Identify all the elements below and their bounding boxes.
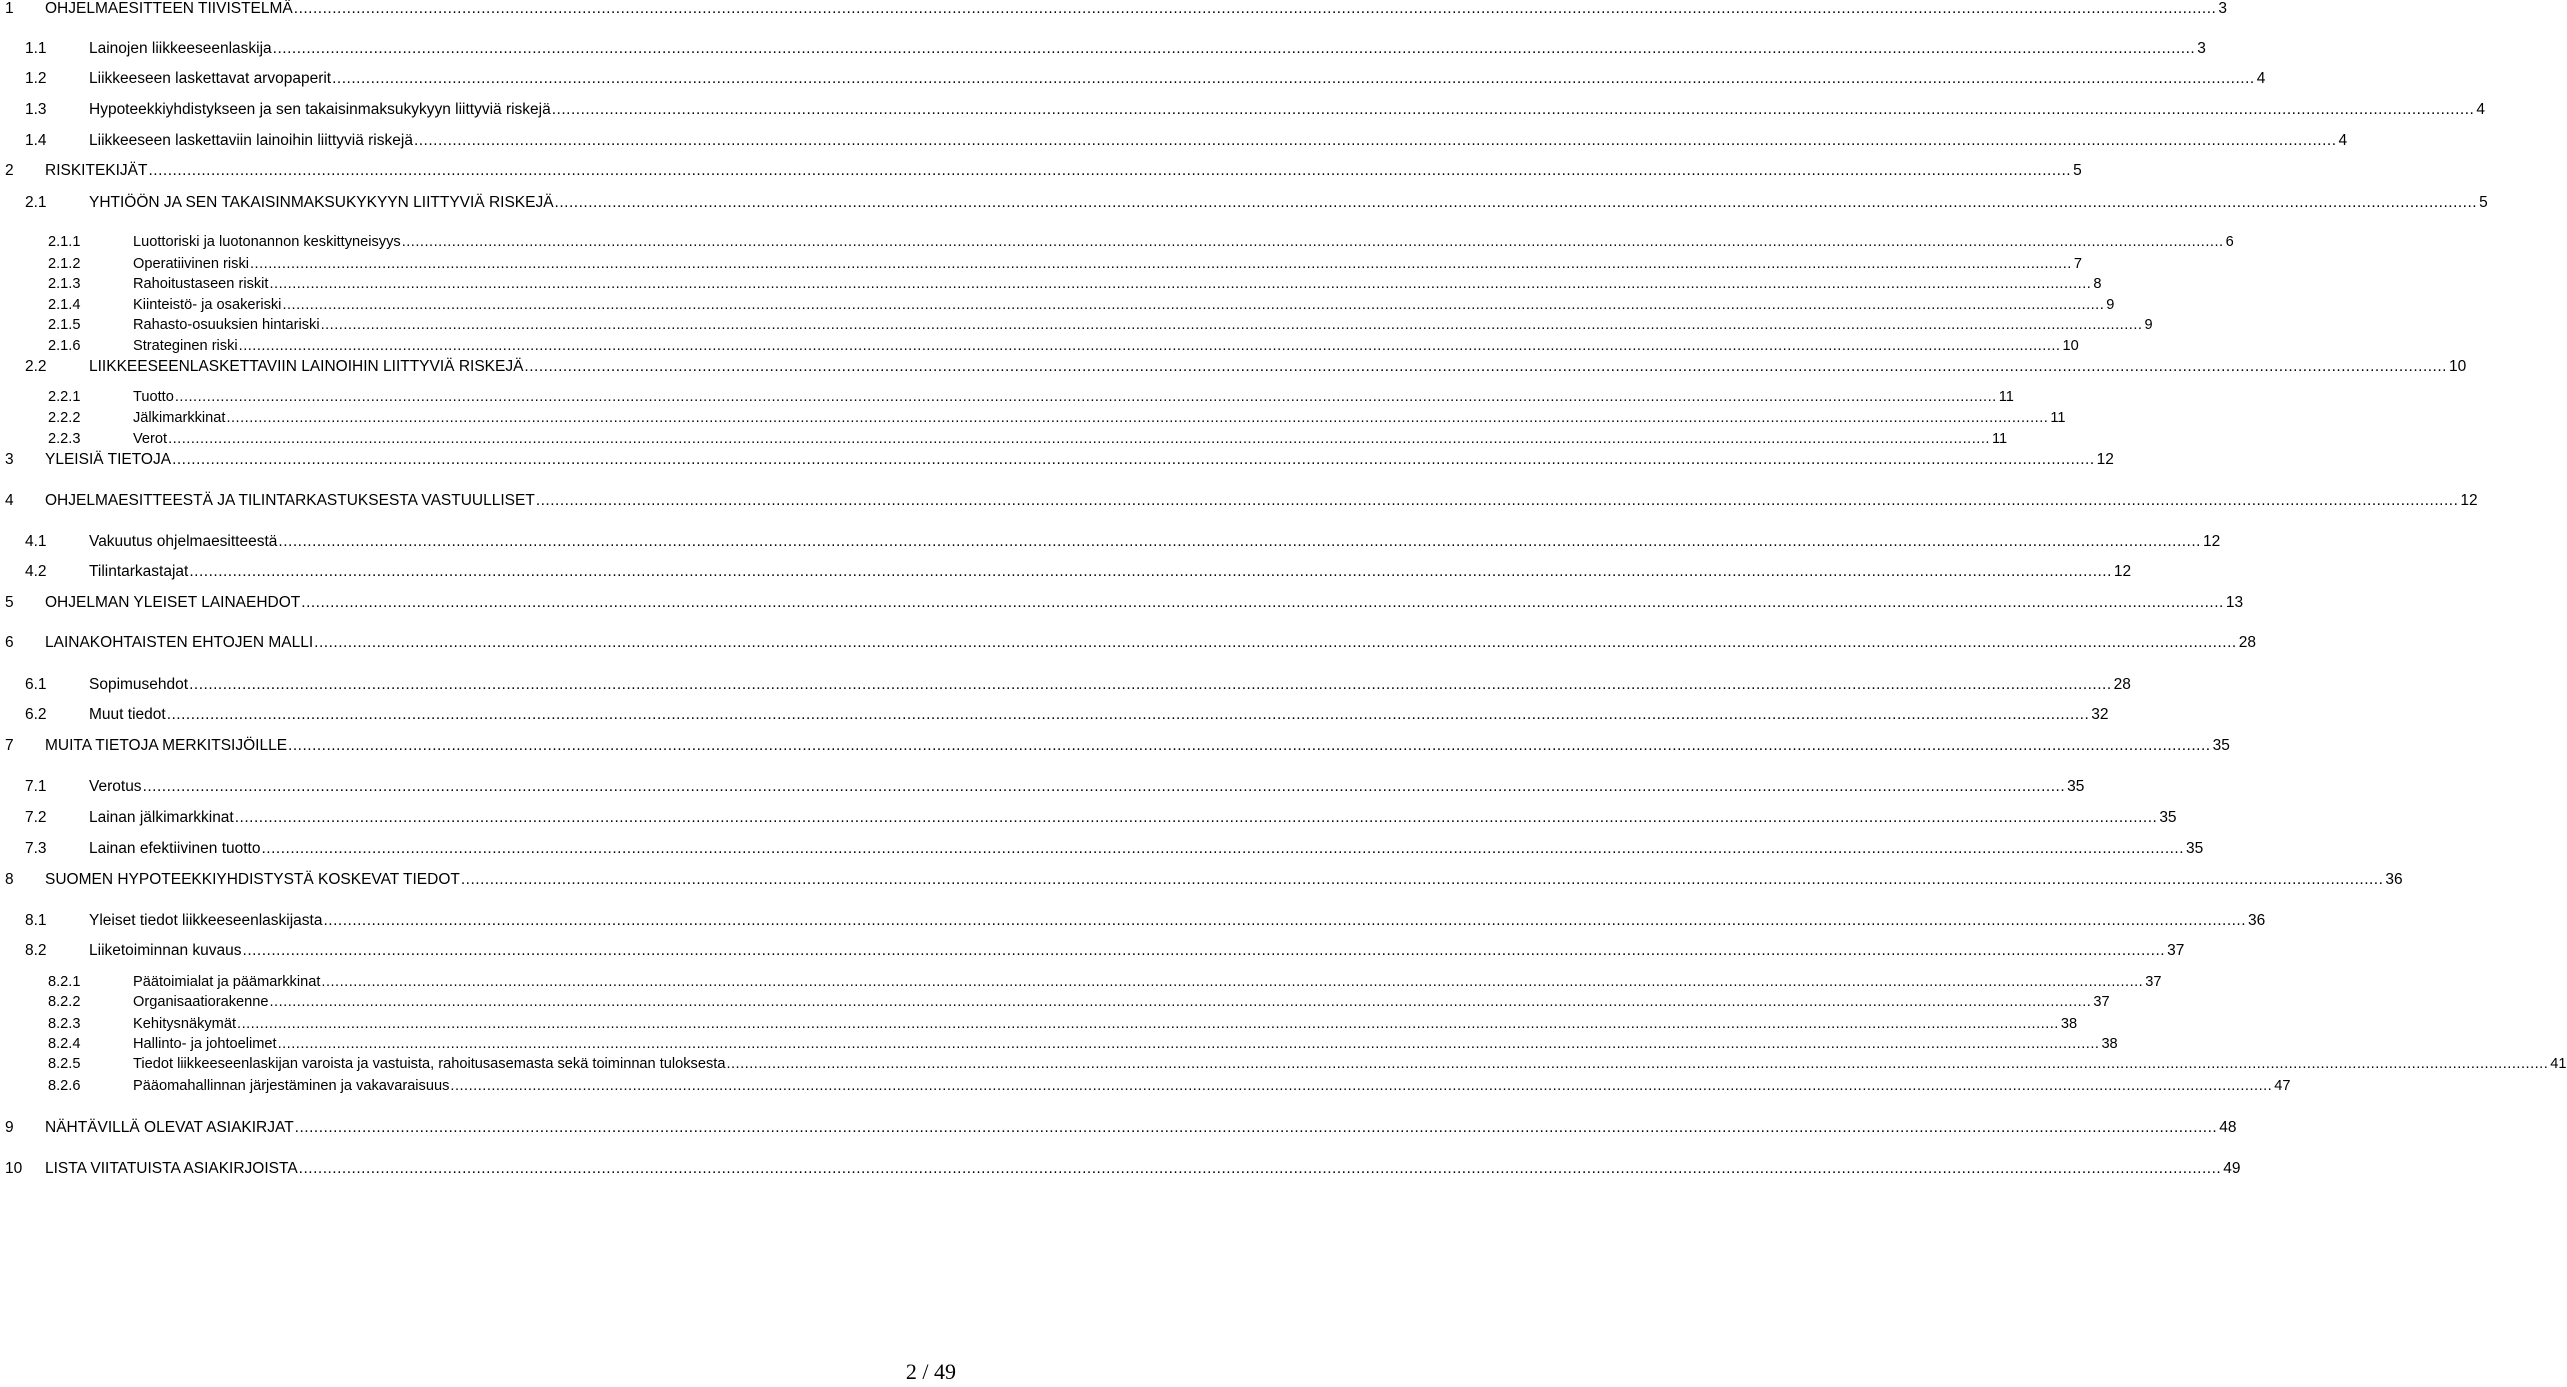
toc-entry[interactable] bbox=[0, 356, 2467, 378]
toc-entry-title: Hypoteekkiyhdistykseen ja sen takaisinmaksukykyyn liittyviä riskejä bbox=[89, 101, 551, 118]
toc-entry[interactable] bbox=[0, 991, 2110, 1013]
toc-dot-leader: ................................................................................................................................................................................................................................................................................................................................................................................................................ bbox=[148, 162, 2072, 179]
toc-entry-page: 32 bbox=[2091, 706, 2109, 723]
toc-entry[interactable] bbox=[0, 253, 2082, 275]
toc-entry-page: 28 bbox=[2238, 634, 2256, 651]
toc-entry-number: 2.1.3 bbox=[48, 276, 81, 292]
toc-entry[interactable] bbox=[0, 1033, 2118, 1055]
toc-entry-page: 5 bbox=[2073, 162, 2082, 179]
toc-dot-leader: ................................................................................................................................................................................................................................................................................................................................................................................................................ bbox=[551, 101, 2475, 118]
toc-entry-title: MUITA TIETOJA MERKITSIJÖILLE bbox=[45, 737, 288, 754]
toc-entry-page: 12 bbox=[2096, 451, 2114, 468]
toc-entry-number: 8.2.2 bbox=[48, 994, 81, 1010]
toc-entry-page: 5 bbox=[2479, 194, 2488, 211]
toc-entry-number: 8.2 bbox=[25, 942, 47, 959]
toc-entry-title: Liiketoiminnan kuvaus bbox=[89, 942, 242, 959]
toc-entry[interactable] bbox=[0, 704, 2109, 726]
toc-entry-title: Tiedot liikkeeseenlaskijan varoista ja vastuista, rahoitusasemasta sekä toiminnan tuloksesta bbox=[133, 1056, 726, 1072]
toc-entry[interactable] bbox=[0, 0, 2227, 20]
toc-entry-title: NÄHTÄVILLÄ OLEVAT ASIAKIRJAT bbox=[45, 1119, 294, 1136]
toc-entry[interactable] bbox=[0, 192, 2488, 214]
toc-dot-leader: ................................................................................................................................................................................................................................................................................................................................................................................................................ bbox=[332, 70, 2255, 87]
page-number: 2 / 49 bbox=[905, 1359, 956, 1384]
toc-entry-page: 6 bbox=[2225, 234, 2234, 250]
toc-entry-title: Verotus bbox=[89, 778, 142, 795]
toc-entry-title: Organisaatiorakenne bbox=[133, 994, 269, 1010]
toc-entry-title: LAINAKOHTAISTEN EHTOJEN MALLI bbox=[45, 634, 314, 651]
toc-dot-leader: ................................................................................................................................................................................................................................................................................................................................................................................................................ bbox=[261, 840, 2185, 857]
toc-entry[interactable] bbox=[0, 531, 2221, 553]
toc-entry[interactable] bbox=[0, 449, 2114, 471]
toc-entry[interactable] bbox=[0, 294, 2115, 316]
toc-entry-number: 2.2.2 bbox=[48, 410, 81, 426]
toc-dot-leader: ................................................................................................................................................................................................................................................................................................................................................................................................................ bbox=[293, 0, 2217, 17]
toc-entry-page: 37 bbox=[2145, 974, 2162, 990]
toc-entry-number: 2.1 bbox=[25, 194, 47, 211]
toc-entry[interactable] bbox=[0, 386, 2014, 408]
toc-dot-leader: ................................................................................................................................................................................................................................................................................................................................................................................................................ bbox=[269, 276, 2092, 292]
toc-entry-title: Verot bbox=[133, 431, 168, 447]
toc-entry-title: RISKITEKIJÄT bbox=[45, 162, 148, 179]
toc-entry-title: Päätoimialat ja päämarkkinat bbox=[133, 974, 321, 990]
toc-entry-number: 2.1.5 bbox=[48, 317, 81, 333]
toc-dot-leader: ................................................................................................................................................................................................................................................................................................................................................................................................................ bbox=[413, 132, 2337, 149]
toc-entry-page: 28 bbox=[2113, 676, 2131, 693]
toc-dot-leader: ................................................................................................................................................................................................................................................................................................................................................................................................................ bbox=[524, 358, 2447, 375]
toc-entry-title: Muut tiedot bbox=[89, 706, 166, 723]
toc-entry[interactable] bbox=[0, 490, 2478, 512]
toc-dot-leader: ................................................................................................................................................................................................................................................................................................................................................................................................................ bbox=[282, 297, 2105, 313]
toc-dot-leader: ................................................................................................................................................................................................................................................................................................................................................................................................................ bbox=[320, 317, 2143, 333]
toc-entry-title: OHJELMAESITTEEN TIIVISTELMÄ bbox=[45, 0, 293, 17]
toc-entry-page: 38 bbox=[2101, 1036, 2118, 1052]
toc-entry-title: Lainan efektiivinen tuotto bbox=[89, 840, 261, 857]
toc-dot-leader: ................................................................................................................................................................................................................................................................................................................................................................................................................ bbox=[272, 40, 2196, 57]
toc-entry[interactable] bbox=[0, 971, 2162, 993]
toc-dot-leader: ................................................................................................................................................................................................................................................................................................................................................................................................................ bbox=[298, 1160, 2222, 1177]
toc-entry[interactable] bbox=[0, 335, 2079, 357]
toc-entry-page: 37 bbox=[2167, 942, 2185, 959]
toc-entry[interactable] bbox=[0, 428, 2008, 450]
toc-entry-number: 6 bbox=[5, 634, 14, 651]
toc-entry[interactable] bbox=[0, 940, 2185, 962]
toc-dot-leader: ................................................................................................................................................................................................................................................................................................................................................................................................................ bbox=[237, 1016, 2059, 1032]
toc-entry-page: 37 bbox=[2093, 994, 2110, 1010]
toc-entry-title: Strateginen riski bbox=[133, 338, 238, 354]
toc-entry-title: Lainojen liikkeeseenlaskija bbox=[89, 40, 272, 57]
toc-dot-leader: ................................................................................................................................................................................................................................................................................................................................................................................................................ bbox=[401, 234, 2224, 250]
toc-entry-title: Tilintarkastajat bbox=[89, 563, 189, 580]
toc-entry-title: Vakuutus ohjelmaesitteestä bbox=[89, 533, 278, 550]
toc-entry-page: 47 bbox=[2274, 1078, 2291, 1094]
toc-entry[interactable] bbox=[0, 130, 2348, 152]
toc-entry-page: 13 bbox=[2225, 594, 2244, 611]
toc-entry-number: 7.2 bbox=[25, 809, 47, 826]
toc-entry-page: 35 bbox=[2159, 809, 2177, 826]
toc-dot-leader: ................................................................................................................................................................................................................................................................................................................................................................................................................ bbox=[234, 809, 2158, 826]
toc-dot-leader: ................................................................................................................................................................................................................................................................................................................................................................................................................ bbox=[189, 563, 2112, 580]
toc-dot-leader: ................................................................................................................................................................................................................................................................................................................................................................................................................ bbox=[174, 389, 1997, 405]
toc-entry[interactable] bbox=[0, 1158, 2241, 1180]
toc-entry[interactable] bbox=[0, 674, 2131, 696]
toc-entry-title: Kiinteistö- ja osakeriski bbox=[133, 297, 282, 313]
toc-entry-number: 1.1 bbox=[25, 40, 47, 57]
toc-entry-page: 38 bbox=[2060, 1016, 2078, 1032]
toc-entry-number: 1.2 bbox=[25, 70, 47, 87]
toc-entry-title: Sopimusehdot bbox=[89, 676, 189, 693]
toc-entry-number: 4 bbox=[5, 492, 14, 509]
toc-entry-number: 2.1.6 bbox=[48, 338, 81, 354]
toc-dot-leader: ................................................................................................................................................................................................................................................................................................................................................................................................................ bbox=[554, 194, 2478, 211]
toc-entry-page: 36 bbox=[2385, 871, 2403, 888]
toc-entry-number: 2.2 bbox=[25, 358, 47, 375]
toc-entry-page: 48 bbox=[2219, 1119, 2237, 1136]
toc-dot-leader: ................................................................................................................................................................................................................................................................................................................................................................................................................ bbox=[450, 1078, 2273, 1094]
toc-entry-number: 7 bbox=[5, 737, 14, 754]
toc-entry-title: OHJELMAN YLEISET LAINAEHDOT bbox=[45, 594, 301, 611]
toc-entry-number: 9 bbox=[5, 1119, 14, 1136]
toc-entry-number: 8.2.5 bbox=[48, 1056, 81, 1072]
toc-entry-page: 12 bbox=[2113, 563, 2132, 580]
toc-entry-number: 1.4 bbox=[25, 132, 47, 149]
toc-entry-number: 1 bbox=[5, 0, 14, 17]
toc-entry[interactable] bbox=[0, 231, 2234, 253]
toc-entry-page: 35 bbox=[2067, 778, 2085, 795]
toc-dot-leader: ................................................................................................................................................................................................................................................................................................................................................................................................................ bbox=[189, 676, 2112, 693]
toc-dot-leader: ................................................................................................................................................................................................................................................................................................................................................................................................................ bbox=[460, 871, 2384, 888]
toc-entry-page: 4 bbox=[2476, 101, 2485, 118]
toc-entry-number: 7.1 bbox=[25, 778, 47, 795]
toc-dot-leader: ................................................................................................................................................................................................................................................................................................................................................................................................................ bbox=[142, 778, 2066, 795]
toc-entry-number: 4.2 bbox=[25, 563, 47, 580]
toc-entry-page: 7 bbox=[2073, 256, 2082, 272]
toc-entry-title: Rahasto-osuuksien hintariski bbox=[133, 317, 320, 333]
toc-dot-leader: ................................................................................................................................................................................................................................................................................................................................................................................................................ bbox=[726, 1056, 2549, 1072]
toc-entry-title: Operatiivinen riski bbox=[133, 256, 249, 272]
toc-dot-leader: ................................................................................................................................................................................................................................................................................................................................................................................................................ bbox=[323, 912, 2247, 929]
toc-entry-title: Rahoitustaseen riskit bbox=[133, 276, 269, 292]
toc-entry[interactable] bbox=[0, 592, 2244, 614]
toc-entry-number: 2.1.1 bbox=[48, 234, 81, 250]
toc-dot-leader: ................................................................................................................................................................................................................................................................................................................................................................................................................ bbox=[269, 994, 2092, 1010]
toc-entry-number: 8.1 bbox=[25, 912, 47, 929]
toc-entry-number: 8.2.6 bbox=[48, 1078, 81, 1094]
toc-entry-title: OHJELMAESITTEESTÄ JA TILINTARKASTUKSESTA VASTUULLISET bbox=[45, 492, 535, 509]
toc-entry[interactable] bbox=[0, 1053, 2567, 1075]
toc-entry-page: 4 bbox=[2338, 132, 2348, 149]
toc-entry-title: Kehitysnäkymät bbox=[133, 1016, 237, 1032]
toc-entry-title: SUOMEN HYPOTEEKKIYHDISTYSTÄ KOSKEVAT TIEDOT bbox=[45, 871, 460, 888]
toc-entry-number: 6.1 bbox=[25, 676, 47, 693]
toc-entry-number: 4.1 bbox=[25, 533, 47, 550]
toc-dot-leader: ................................................................................................................................................................................................................................................................................................................................................................................................................ bbox=[242, 942, 2166, 959]
toc-entry[interactable] bbox=[0, 869, 2403, 891]
toc-entry-number: 2 bbox=[5, 162, 14, 179]
toc-entry[interactable] bbox=[0, 776, 2085, 798]
toc-dot-leader: ................................................................................................................................................................................................................................................................................................................................................................................................................ bbox=[288, 737, 2211, 754]
toc-entry-number: 8 bbox=[5, 871, 14, 888]
toc-entry[interactable] bbox=[0, 273, 2102, 295]
toc-entry-page: 11 bbox=[2050, 410, 2066, 426]
toc-entry-title: Yleiset tiedot liikkeeseenlaskijasta bbox=[89, 912, 323, 929]
toc-entry-title: Tuotto bbox=[133, 389, 174, 405]
toc-entry-page: 8 bbox=[2093, 276, 2102, 292]
toc-dot-leader: ................................................................................................................................................................................................................................................................................................................................................................................................................ bbox=[226, 410, 2049, 426]
toc-entry-number: 8.2.4 bbox=[48, 1036, 81, 1052]
toc-entry-title: Liikkeeseen laskettaviin lainoihin liittyviä riskejä bbox=[89, 132, 413, 149]
toc-entry[interactable] bbox=[0, 68, 2266, 90]
toc-entry[interactable] bbox=[0, 910, 2266, 932]
toc-entry[interactable] bbox=[0, 407, 2066, 429]
toc-entry[interactable] bbox=[0, 38, 2206, 60]
toc-entry[interactable] bbox=[0, 807, 2177, 829]
toc-entry-number: 2.1.2 bbox=[48, 256, 81, 272]
toc-entry[interactable] bbox=[0, 561, 2132, 583]
toc-entry-title: YLEISIÄ TIETOJA bbox=[45, 451, 172, 468]
toc-entry[interactable] bbox=[0, 632, 2256, 654]
toc-entry-page: 35 bbox=[2212, 737, 2230, 754]
toc-entry-number: 6.2 bbox=[25, 706, 47, 723]
toc-entry[interactable] bbox=[0, 1117, 2237, 1139]
toc-entry-page: 11 bbox=[1991, 431, 2008, 447]
toc-entry-number: 2.2.1 bbox=[48, 389, 81, 405]
toc-entry[interactable] bbox=[0, 1075, 2291, 1097]
toc-entry-number: 8.2.1 bbox=[48, 974, 81, 990]
toc-entry-title: Jälkimarkkinat bbox=[133, 410, 226, 426]
toc-entry-number: 10 bbox=[5, 1160, 23, 1177]
toc-entry-title: Lainan jälkimarkkinat bbox=[89, 809, 234, 826]
toc-dot-leader: ................................................................................................................................................................................................................................................................................................................................................................................................................ bbox=[314, 634, 2237, 651]
toc-entry-page: 41 bbox=[2550, 1056, 2567, 1072]
toc-entry-page: 3 bbox=[2197, 40, 2206, 57]
toc-entry[interactable] bbox=[0, 1013, 2078, 1035]
toc-entry-title: LIIKKEESEENLASKETTAVIIN LAINOIHIN LIITTYVIÄ RISKEJÄ bbox=[89, 358, 524, 375]
toc-entry-page: 49 bbox=[2223, 1160, 2241, 1177]
toc-dot-leader: ................................................................................................................................................................................................................................................................................................................................................................................................................ bbox=[277, 1036, 2100, 1052]
toc-entry-number: 1.3 bbox=[25, 101, 47, 118]
toc-dot-leader: ................................................................................................................................................................................................................................................................................................................................................................................................................ bbox=[249, 256, 2072, 272]
toc-entry-page: 35 bbox=[2186, 840, 2204, 857]
toc-entry-page: 10 bbox=[2062, 338, 2079, 354]
toc-entry-number: 2.2.3 bbox=[48, 431, 81, 447]
toc-entry-page: 36 bbox=[2248, 912, 2266, 929]
toc-entry-number: 5 bbox=[5, 594, 14, 611]
toc-entry-page: 11 bbox=[1998, 389, 2014, 405]
toc-dot-leader: ................................................................................................................................................................................................................................................................................................................................................................................................................ bbox=[294, 1119, 2218, 1136]
toc-entry[interactable] bbox=[0, 838, 2204, 860]
toc-entry-page: 9 bbox=[2106, 297, 2115, 313]
toc-entry-title: LISTA VIITATUISTA ASIAKIRJOISTA bbox=[45, 1160, 298, 1177]
toc-entry-number: 3 bbox=[5, 451, 14, 468]
toc-dot-leader: ................................................................................................................................................................................................................................................................................................................................................................................................................ bbox=[168, 431, 1990, 447]
toc-entry-title: Luottoriski ja luotonannon keskittyneisyys bbox=[133, 234, 401, 250]
toc-dot-leader: ................................................................................................................................................................................................................................................................................................................................................................................................................ bbox=[535, 492, 2459, 509]
toc-entry-page: 9 bbox=[2144, 317, 2153, 333]
toc-entry-title: Liikkeeseen laskettavat arvopaperit bbox=[89, 70, 332, 87]
toc-entry-number: 2.1.4 bbox=[48, 297, 81, 313]
toc-entry-number: 7.3 bbox=[25, 840, 47, 857]
toc-dot-leader: ................................................................................................................................................................................................................................................................................................................................................................................................................ bbox=[278, 533, 2201, 550]
toc-entry-page: 3 bbox=[2218, 0, 2227, 17]
toc-dot-leader: ................................................................................................................................................................................................................................................................................................................................................................................................................ bbox=[301, 594, 2224, 611]
toc-entry-title: Pääomahallinnan järjestäminen ja vakavaraisuus bbox=[133, 1078, 450, 1094]
toc-entry-page: 12 bbox=[2202, 533, 2221, 550]
toc-entry-page: 4 bbox=[2256, 70, 2266, 87]
toc-entry[interactable] bbox=[0, 314, 2153, 336]
toc-dot-leader: ................................................................................................................................................................................................................................................................................................................................................................................................................ bbox=[238, 338, 2061, 354]
toc-dot-leader: ................................................................................................................................................................................................................................................................................................................................................................................................................ bbox=[172, 451, 2095, 468]
toc-entry[interactable] bbox=[0, 735, 2230, 757]
toc-entry-page: 10 bbox=[2448, 358, 2467, 375]
toc-dot-leader: ................................................................................................................................................................................................................................................................................................................................................................................................................ bbox=[166, 706, 2090, 723]
toc-entry[interactable] bbox=[0, 160, 2082, 182]
toc-entry[interactable] bbox=[0, 99, 2485, 121]
toc-entry-title: YHTIÖÖN JA SEN TAKAISINMAKSUKYKYYN LIITTYVIÄ RISKEJÄ bbox=[89, 194, 554, 211]
toc-entry-title: Hallinto- ja johtoelimet bbox=[133, 1036, 277, 1052]
toc-entry-number: 8.2.3 bbox=[48, 1016, 81, 1032]
toc-entry-page: 12 bbox=[2460, 492, 2478, 509]
toc-dot-leader: ................................................................................................................................................................................................................................................................................................................................................................................................................ bbox=[321, 974, 2144, 990]
